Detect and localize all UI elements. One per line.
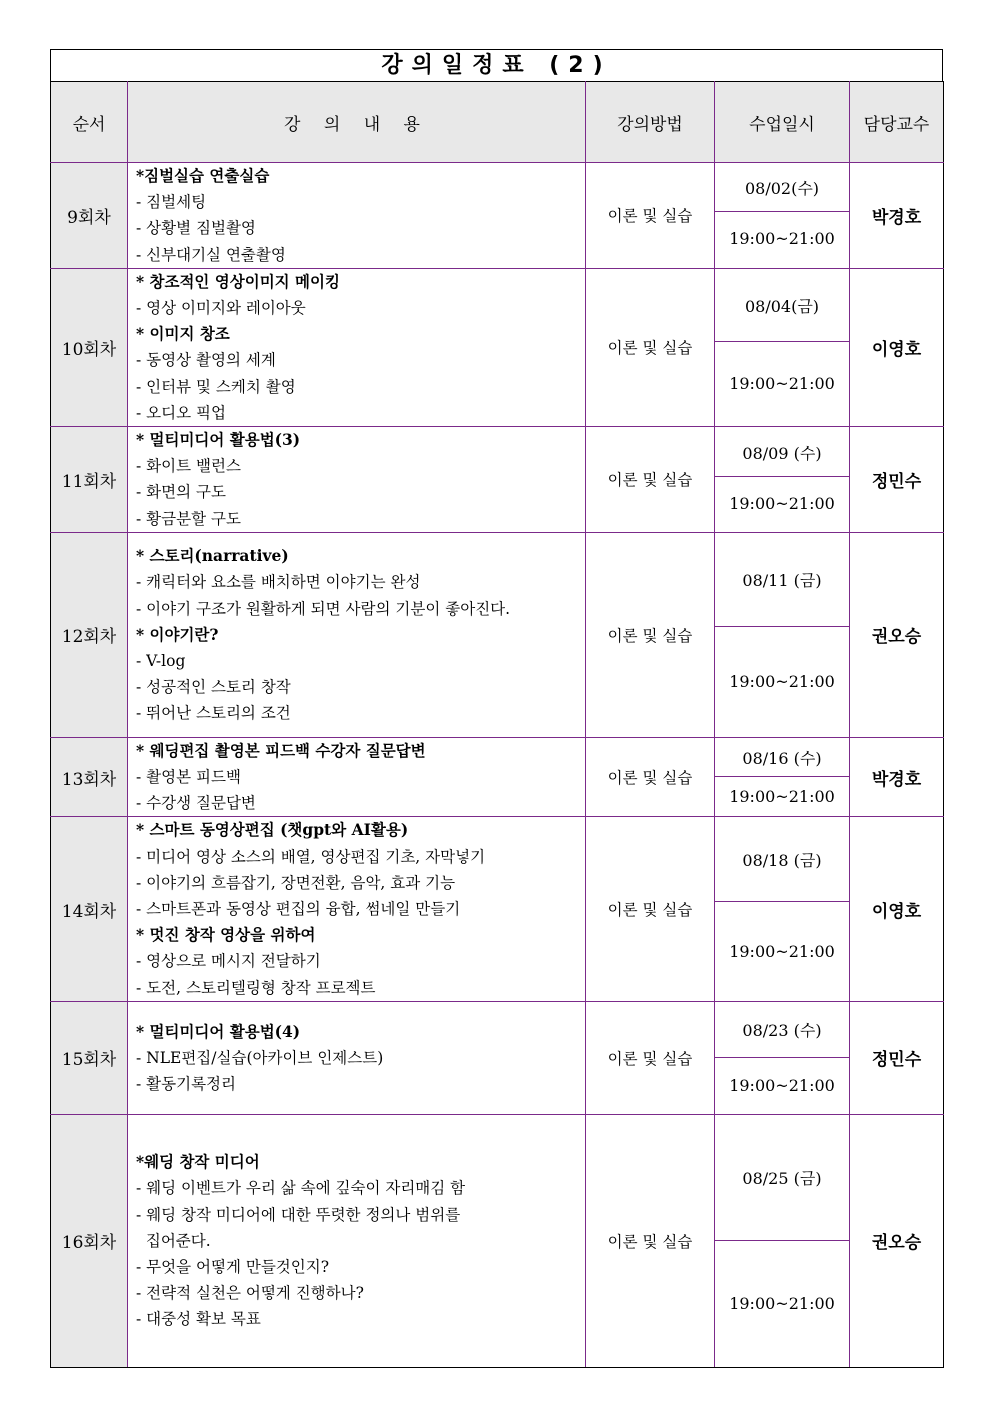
page-title: 강의일정표 (2) (50, 49, 943, 81)
session-content (128, 268, 586, 426)
session-number: 12회차 (51, 532, 128, 737)
session-content (128, 817, 586, 1001)
session-content (128, 737, 586, 817)
content-line: - 전략적 실천은 어떻게 진행하나? (136, 1284, 364, 1303)
header-datetime: 수업일시 (715, 82, 850, 163)
professor-name: 정민수 (850, 1001, 944, 1114)
session-datetime (715, 268, 850, 426)
professor-name: 이영호 (850, 268, 944, 426)
table-row (51, 532, 944, 737)
schedule-body (51, 163, 944, 1368)
table-row (51, 163, 944, 269)
content-line: * 멀티미디어 활용법(4) (136, 1021, 301, 1041)
lecture-method: 이론 및 실습 (586, 427, 715, 533)
content-line: - 상황별 짐벌촬영 (136, 219, 256, 238)
session-date: 08/09 (수) (715, 429, 849, 477)
session-number: 11회차 (51, 427, 128, 533)
schedule-sheet (50, 49, 943, 1368)
content-line: *짐벌실습 연출실습 (136, 166, 270, 185)
professor-name: 권오승 (850, 1114, 944, 1367)
session-date: 08/23 (수) (715, 1002, 849, 1058)
professor-name: 이영호 (850, 817, 944, 1001)
content-line: - 미디어 영상 소스의 배열, 영상편집 기초, 자막넣기 (136, 847, 486, 866)
session-time: 19:00~21:00 (729, 786, 835, 806)
session-time: 19:00~21:00 (729, 229, 835, 249)
header-no: 순서 (51, 82, 128, 163)
content-line: *웨딩 창작 미디어 (136, 1152, 260, 1172)
content-line: - 성공적인 스토리 창작 (136, 678, 291, 697)
schedule-table (50, 81, 944, 1368)
content-line: - 영상으로 메시지 전달하기 (136, 952, 321, 971)
content-line: - 화면의 구도 (136, 483, 226, 502)
session-content (128, 427, 586, 533)
session-datetime (715, 1114, 850, 1367)
content-line: * 스토리(narrative) (136, 546, 289, 566)
content-line: - 무엇을 어떻게 만들것인지? (136, 1257, 330, 1276)
session-datetime (715, 737, 850, 817)
session-datetime (715, 532, 850, 737)
session-number: 13회차 (51, 737, 128, 817)
session-datetime (715, 163, 850, 269)
table-row (51, 1114, 944, 1367)
session-date: 08/18 (금) (715, 818, 849, 902)
content-line: - 황금분할 구도 (136, 509, 241, 528)
header-professor: 담당교수 (850, 82, 944, 163)
content-line: - 동영상 촬영의 세계 (136, 351, 276, 370)
content-line: - 이야기의 흐름잡기, 장면전환, 음악, 효과 기능 (136, 873, 456, 892)
professor-name: 권오승 (850, 532, 944, 737)
content-line: * 스마트 동영상편집 (챗gpt와 AI활용) (136, 820, 409, 840)
header-content: 강 의 내 용 (128, 82, 586, 163)
content-line: - 짐벌세팅 (136, 193, 207, 212)
professor-name: 박경호 (850, 737, 944, 817)
content-line: * 멋진 창작 영상을 위하여 (136, 925, 316, 945)
content-line: * 창조적인 영상이미지 메이킹 (136, 271, 340, 291)
session-date: 08/25 (금) (715, 1115, 849, 1241)
table-row (51, 817, 944, 1001)
content-line: - 활동기록정리 (136, 1074, 237, 1093)
content-line: - 수강생 질문답변 (136, 794, 256, 813)
content-line: 집어준다. (136, 1231, 211, 1250)
session-content (128, 1114, 586, 1367)
session-date: 08/02(수) (715, 165, 849, 212)
session-number: 10회차 (51, 268, 128, 426)
session-date: 08/04(금) (715, 270, 849, 342)
session-date: 08/16 (수) (715, 739, 849, 777)
content-line: - NLE편집/실습(아카이브 인제스트) (136, 1048, 384, 1067)
session-number: 15회차 (51, 1001, 128, 1114)
table-row (51, 737, 944, 817)
lecture-method: 이론 및 실습 (586, 163, 715, 269)
professor-name: 박경호 (850, 163, 944, 269)
content-line: * 멀티미디어 활용법(3) (136, 430, 301, 450)
session-content (128, 1001, 586, 1114)
content-line: - 인터뷰 및 스케치 촬영 (136, 377, 296, 396)
session-number: 14회차 (51, 817, 128, 1001)
content-line: - 웨딩 창작 미디어에 대한 뚜렷한 정의나 범위를 (136, 1205, 461, 1224)
content-line: - 영상 이미지와 레이아웃 (136, 299, 306, 318)
session-time: 19:00~21:00 (729, 1076, 835, 1096)
professor-name: 정민수 (850, 427, 944, 533)
table-row (51, 1001, 944, 1114)
content-line: - 뛰어난 스토리의 조건 (136, 704, 291, 723)
header-method: 강의방법 (586, 82, 715, 163)
session-datetime (715, 1001, 850, 1114)
session-number: 9회차 (51, 163, 128, 269)
session-time: 19:00~21:00 (729, 493, 835, 513)
content-line: - 대중성 확보 목표 (136, 1310, 261, 1329)
content-line: - 촬영본 피드백 (136, 768, 241, 787)
table-row (51, 427, 944, 533)
content-line: - 이야기 구조가 원활하게 되면 사람의 기분이 좋아진다. (136, 599, 511, 618)
lecture-method: 이론 및 실습 (586, 1001, 715, 1114)
content-line: - 화이트 밸런스 (136, 457, 241, 476)
content-line: * 이야기란? (136, 624, 219, 644)
session-datetime (715, 817, 850, 1001)
content-line: - 캐릭터와 요소를 배치하면 이야기는 완성 (136, 573, 421, 592)
session-content (128, 163, 586, 269)
lecture-method: 이론 및 실습 (586, 737, 715, 817)
content-line: - V-log (136, 651, 186, 670)
content-line: - 웨딩 이벤트가 우리 삶 속에 깊숙이 자리매김 함 (136, 1179, 466, 1198)
session-time: 19:00~21:00 (729, 672, 835, 692)
lecture-method: 이론 및 실습 (586, 532, 715, 737)
lecture-method: 이론 및 실습 (586, 817, 715, 1001)
content-line: * 웨딩편집 촬영본 피드백 수강자 질문답변 (136, 740, 426, 760)
content-line: - 오디오 픽업 (136, 403, 226, 422)
content-line: - 스마트폰과 동영상 편집의 융합, 썸네일 만들기 (136, 900, 461, 919)
session-number: 16회차 (51, 1114, 128, 1367)
content-line: - 신부대기실 연출촬영 (136, 245, 286, 264)
session-time: 19:00~21:00 (729, 1294, 835, 1314)
session-time: 19:00~21:00 (729, 941, 835, 961)
table-row (51, 268, 944, 426)
header-row (51, 82, 944, 163)
session-content (128, 532, 586, 737)
session-time: 19:00~21:00 (729, 373, 835, 393)
lecture-method: 이론 및 실습 (586, 268, 715, 426)
session-datetime (715, 427, 850, 533)
lecture-method: 이론 및 실습 (586, 1114, 715, 1367)
content-line: - 도전, 스토리텔링형 창작 프로젝트 (136, 978, 376, 997)
content-line: * 이미지 창조 (136, 324, 230, 344)
session-date: 08/11 (금) (715, 533, 849, 627)
